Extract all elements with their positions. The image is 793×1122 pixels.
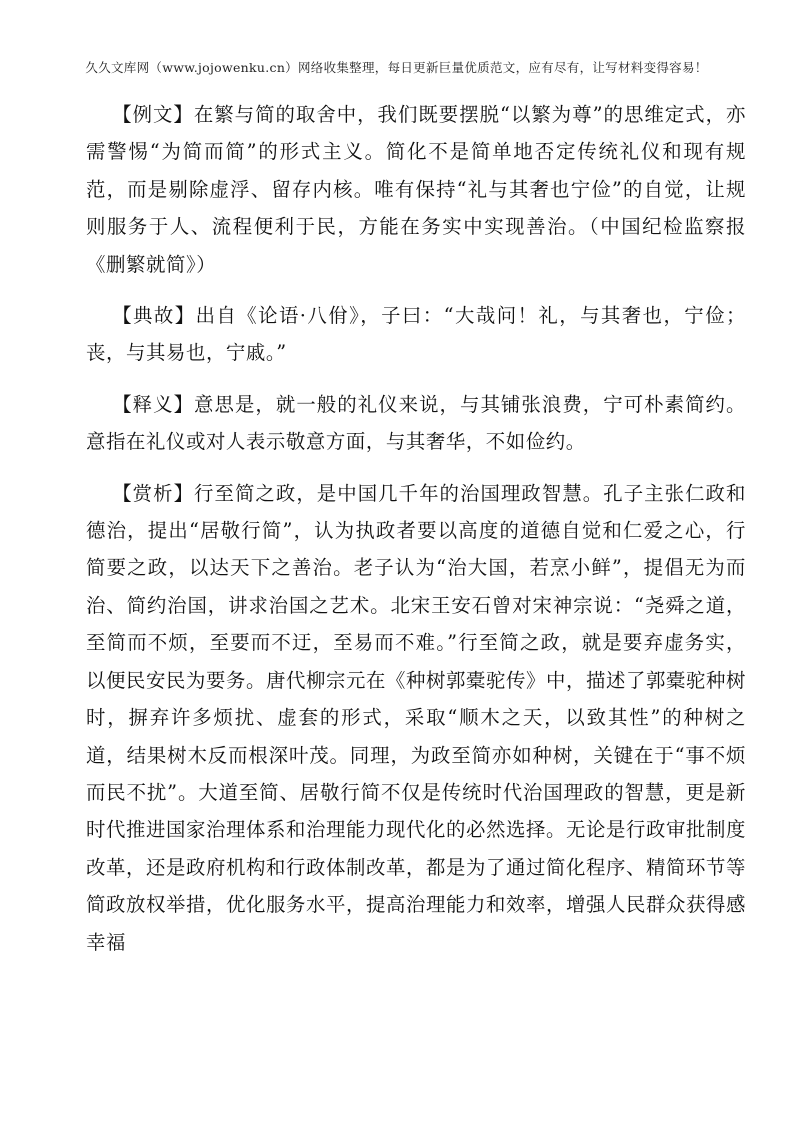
example-paragraph [86, 96, 746, 283]
interpretation-text: 意思是，就一般的礼仪来说，与其铺张浪费，宁可朴素简约。意指在礼仪或对人表示敬意方面，与其奢华，不如俭约。 [86, 392, 746, 454]
allusion-paragraph [86, 297, 746, 372]
interpretation-paragraph [86, 386, 746, 461]
example-tag: 【例文】 [112, 103, 194, 126]
example-text: 在繁与简的取舍中，我们既要摆脱“以繁为尊”的思维定式，亦需警惕“为简而简”的形式主义。简化不是简单地否定传统礼仪和现有规范，而是剔除虚浮、留存内核。唯有保持“礼与其奢也宁俭”的自觉，让规则服务于人、流程便利于民，方能在务实中实现善治。（中国纪检监察报《删繁就简》） [86, 103, 747, 276]
appreciation-text: 行至简之政，是中国几千年的治国理政智慧。孔子主张仁政和德治，提出“居敬行简”，认为执政者要以高度的道德自觉和仁爱之心，行简要之政，以达天下之善治。老子认为“治大国，若烹小鲜”，提倡无为而治、简约治国，讲求治国之艺术。北宋王安石曾对宋神宗说：“尧舜之道，至简而不烦，至要而不迂，至易而不难。”行至简之政，就是要弃虚务实，以便民安民为要务。唐代柳宗元在《种树郭橐驼传》中，描述了郭橐驼种树时，摒弃许多烦扰、虚套的形式，采取“顺木之天，以致其性”的种树之道，结果树木反而根深叶茂。同理，为政至简亦如种树，关键在于“事不烦而民不扰”。大道至简、居敬行简不仅是传统时代治国理政的智慧，更是新时代推进国家治理体系和治理能力现代化的必然选择。无论是行政审批制度改革，还是政府机构和行政体制改革，都是为了通过简化程序、精简环节等简政放权举措，优化服务水平，提高治理能力和效率，增强人民群众获得感幸福 [86, 481, 746, 954]
page-header: 久久文库网（www.jojowenku.cn）网络收集整理，每日更新巨量优质范文，应有尽有，让写材料变得容易！ [85, 60, 708, 75]
interpretation-tag: 【释义】 [112, 392, 195, 416]
document-body [86, 96, 746, 975]
allusion-tag: 【典故】 [112, 304, 196, 328]
appreciation-tag: 【赏析】 [112, 481, 195, 505]
allusion-text: 出自《论语·八佾》，子曰：“大哉问！礼，与其奢也，宁俭；丧，与其易也，宁戚。” [86, 304, 746, 365]
appreciation-paragraph [86, 475, 746, 961]
